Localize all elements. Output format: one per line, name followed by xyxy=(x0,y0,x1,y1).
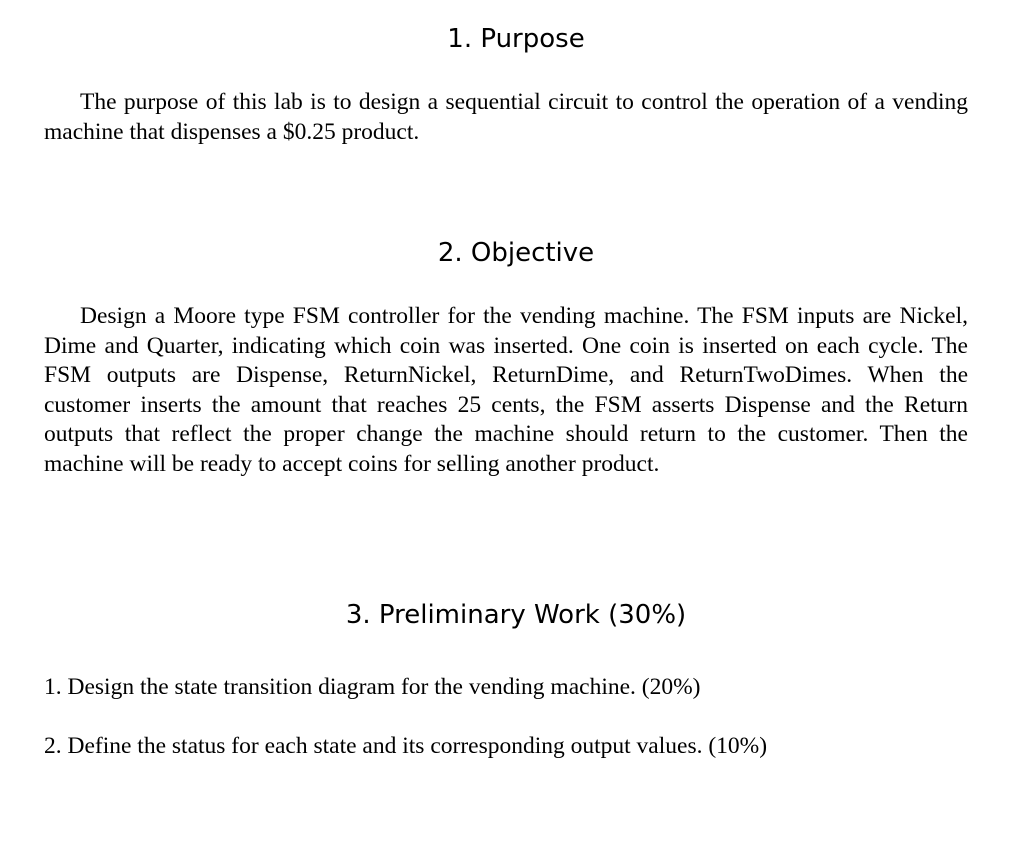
purpose-text: The purpose of this lab is to design a sequential circuit to control the operation of a vending machine that dispenses a $0.25 product. xyxy=(44,89,968,145)
objective-paragraph xyxy=(44,302,968,480)
preliminary-item: 1. Design the state transition diagram for the vending machine. (20%) xyxy=(44,674,701,700)
preliminary-heading: 3. Preliminary Work (30%) xyxy=(345,600,687,630)
objective-heading: 2. Objective xyxy=(437,238,595,268)
purpose-heading: 1. Purpose xyxy=(447,24,585,54)
purpose-paragraph xyxy=(44,88,968,147)
objective-text: Design a Moore type FSM controller for the vending machine. The FSM inputs are Nickel, Dime and Quarter, indicating which coin was inserted. One coin is inserted on each cycle. The FSM outputs are Dispense, ReturnNickel, ReturnDime, and ReturnTwoDimes. When the customer inserts the amount that reaches 25 cents, the FSM asserts Dispense and the Return outputs that reflect the proper change the machine should return to the customer. Then the machine will be ready to accept coins for selling another product. xyxy=(44,303,968,477)
preliminary-item: 2. Define the status for each state and its corresponding output values. (10%) xyxy=(44,733,768,759)
